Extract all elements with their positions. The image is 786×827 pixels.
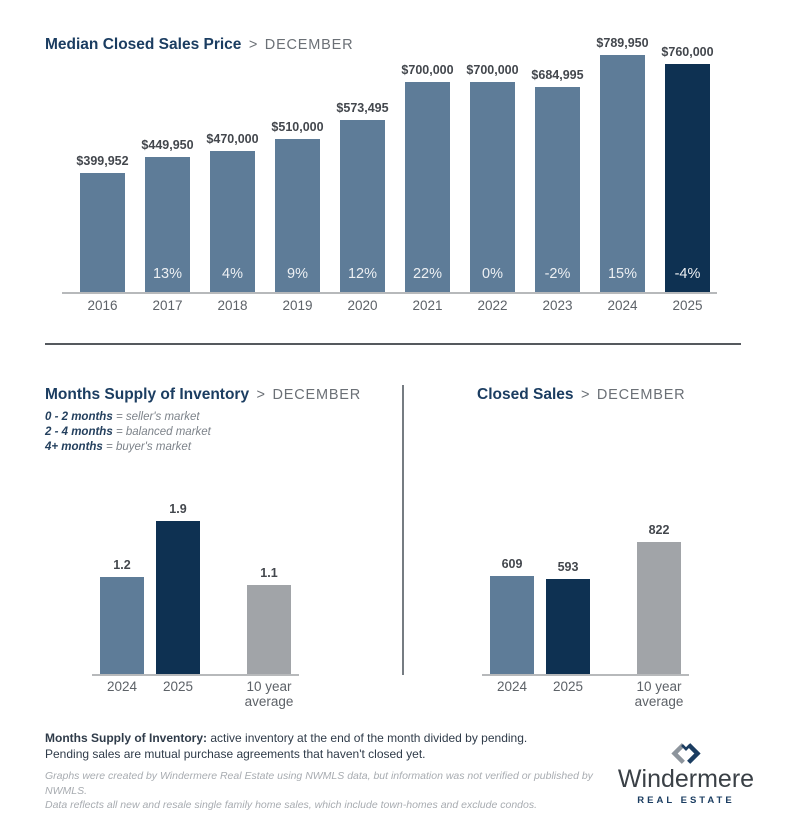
tick-label: 2021 <box>412 298 443 313</box>
horizontal-divider <box>45 343 741 345</box>
windermere-diamond-icon <box>669 742 703 765</box>
title-period: DECEMBER <box>272 387 362 403</box>
bar-slot-2025 <box>655 38 720 313</box>
bar-value-label: $573,495 <box>336 101 389 115</box>
median-price-axis <box>62 292 717 294</box>
bar-value-label: $449,950 <box>141 138 194 152</box>
vertical-divider <box>402 385 404 675</box>
pct-change-label: 22% <box>412 266 443 282</box>
inventory-chart <box>92 500 299 709</box>
bar-value-label: $760,000 <box>661 45 714 59</box>
tick-label: 2023 <box>542 298 573 313</box>
bar-value-label: $510,000 <box>271 120 324 134</box>
closed-sales-axis <box>482 674 689 676</box>
pct-change-label: -2% <box>544 266 571 282</box>
bar-value-label: 822 <box>648 523 670 537</box>
bar-slot-2019 <box>265 38 330 313</box>
legend-term: 0 - 2 months <box>45 411 113 423</box>
bar-value-label: $789,950 <box>596 36 649 50</box>
pct-change-label: 9% <box>287 266 308 282</box>
bar-slot-2024 <box>490 500 534 694</box>
bar-2024 <box>490 576 534 674</box>
bar-value-label: $399,952 <box>76 154 129 168</box>
bar-2023 <box>535 87 580 293</box>
bar-slot-2016 <box>70 38 135 313</box>
bar-slot-2024 <box>100 500 144 694</box>
tick-label: 2020 <box>347 298 378 313</box>
bar-slot-2025 <box>546 500 590 694</box>
disclaimer-line-1: Graphs were created by Windermere Real Estate using NWMLS data, but information was not verified or published by NWMLS. <box>45 770 593 797</box>
bar-value-label: 609 <box>501 557 523 571</box>
tick-label: 10 year average <box>244 679 294 709</box>
bar-slot-2023 <box>525 38 590 313</box>
pct-change-label: 4% <box>222 266 243 282</box>
bar-slot-2017 <box>135 38 200 313</box>
title-separator: > <box>256 387 266 403</box>
title-period: DECEMBER <box>596 387 686 403</box>
bar-2022 <box>470 82 515 293</box>
tick-label: 2018 <box>217 298 248 313</box>
bar-slot-2018 <box>200 38 265 313</box>
tick-label: 2025 <box>162 679 194 694</box>
closed-sales-title <box>477 386 685 404</box>
bar-value-label: 1.2 <box>113 558 131 572</box>
tick-label: 2025 <box>672 298 703 313</box>
bar-2025 <box>665 64 710 293</box>
bar-2016 <box>80 173 125 293</box>
legend-line-balanced <box>45 425 211 440</box>
pct-change-label: 15% <box>607 266 638 282</box>
closed-sales-title-text: Closed Sales <box>477 386 574 403</box>
pct-change-label: 13% <box>152 266 183 282</box>
closed-sales-chart <box>482 500 689 709</box>
title-separator: > <box>580 387 590 403</box>
definition-text-2: Pending sales are mutual purchase agreements that haven't closed yet. <box>45 746 426 761</box>
bar-slot-10 year average <box>634 500 684 709</box>
legend-definition: = seller's market <box>115 411 200 423</box>
tick-label: 2024 <box>106 679 138 694</box>
median-price-title-text: Median Closed Sales Price <box>45 36 242 53</box>
tick-label: 2017 <box>152 298 183 313</box>
windermere-logo <box>610 742 762 806</box>
pct-change-label: 0% <box>482 266 503 282</box>
tick-label: 2025 <box>552 679 584 694</box>
title-separator: > <box>248 37 258 53</box>
logo-subbrand-text: REAL ESTATE <box>637 795 735 806</box>
median-price-chart <box>70 36 720 313</box>
legend-line-buyers <box>45 440 211 455</box>
tick-label: 2022 <box>477 298 508 313</box>
legend-term: 2 - 4 months <box>45 426 113 438</box>
bar-value-label: $700,000 <box>466 63 519 77</box>
bar-10 year average <box>247 585 291 674</box>
pct-change-label: 12% <box>347 266 378 282</box>
tick-label: 2024 <box>496 679 528 694</box>
inventory-title-text: Months Supply of Inventory <box>45 386 250 403</box>
nwmls-disclaimer <box>45 769 605 813</box>
bar-slot-10 year average <box>244 500 294 709</box>
bar-2025 <box>546 579 590 674</box>
legend-term: 4+ months <box>45 441 103 453</box>
bar-slot-2025 <box>156 500 200 694</box>
bar-value-label: 1.1 <box>260 566 278 580</box>
disclaimer-line-2: Data reflects all new and resale single family home sales, which include town-homes and exclude condos. <box>45 799 538 811</box>
inventory-definition <box>45 731 527 762</box>
bar-value-label: 1.9 <box>169 502 187 516</box>
inventory-axis <box>92 674 299 676</box>
bar-value-label: $684,995 <box>531 68 584 82</box>
logo-brand-text: Windermere <box>617 765 755 793</box>
pct-change-label: -4% <box>674 266 701 282</box>
bar-value-label: $470,000 <box>206 132 259 146</box>
legend-definition: = buyer's market <box>106 441 192 453</box>
title-period: DECEMBER <box>264 37 354 53</box>
tick-label: 10 year average <box>634 679 684 709</box>
tick-label: 2016 <box>87 298 118 313</box>
definition-text-1: active inventory at the end of the month divided by pending. <box>210 731 528 745</box>
definition-term: Months Supply of Inventory: <box>45 731 207 745</box>
tick-label: 2024 <box>607 298 638 313</box>
bar-value-label: 593 <box>557 560 579 574</box>
bar-10 year average <box>637 542 681 674</box>
inventory-title <box>45 386 361 404</box>
legend-line-sellers <box>45 410 211 425</box>
bar-2024 <box>600 55 645 293</box>
tick-label: 2019 <box>282 298 313 313</box>
bar-2021 <box>405 82 450 293</box>
bar-value-label: $700,000 <box>401 63 454 77</box>
bar-2024 <box>100 577 144 674</box>
bar-2025 <box>156 521 200 674</box>
inventory-legend <box>45 410 211 455</box>
legend-definition: = balanced market <box>115 426 211 438</box>
bar-slot-2024 <box>590 36 655 313</box>
